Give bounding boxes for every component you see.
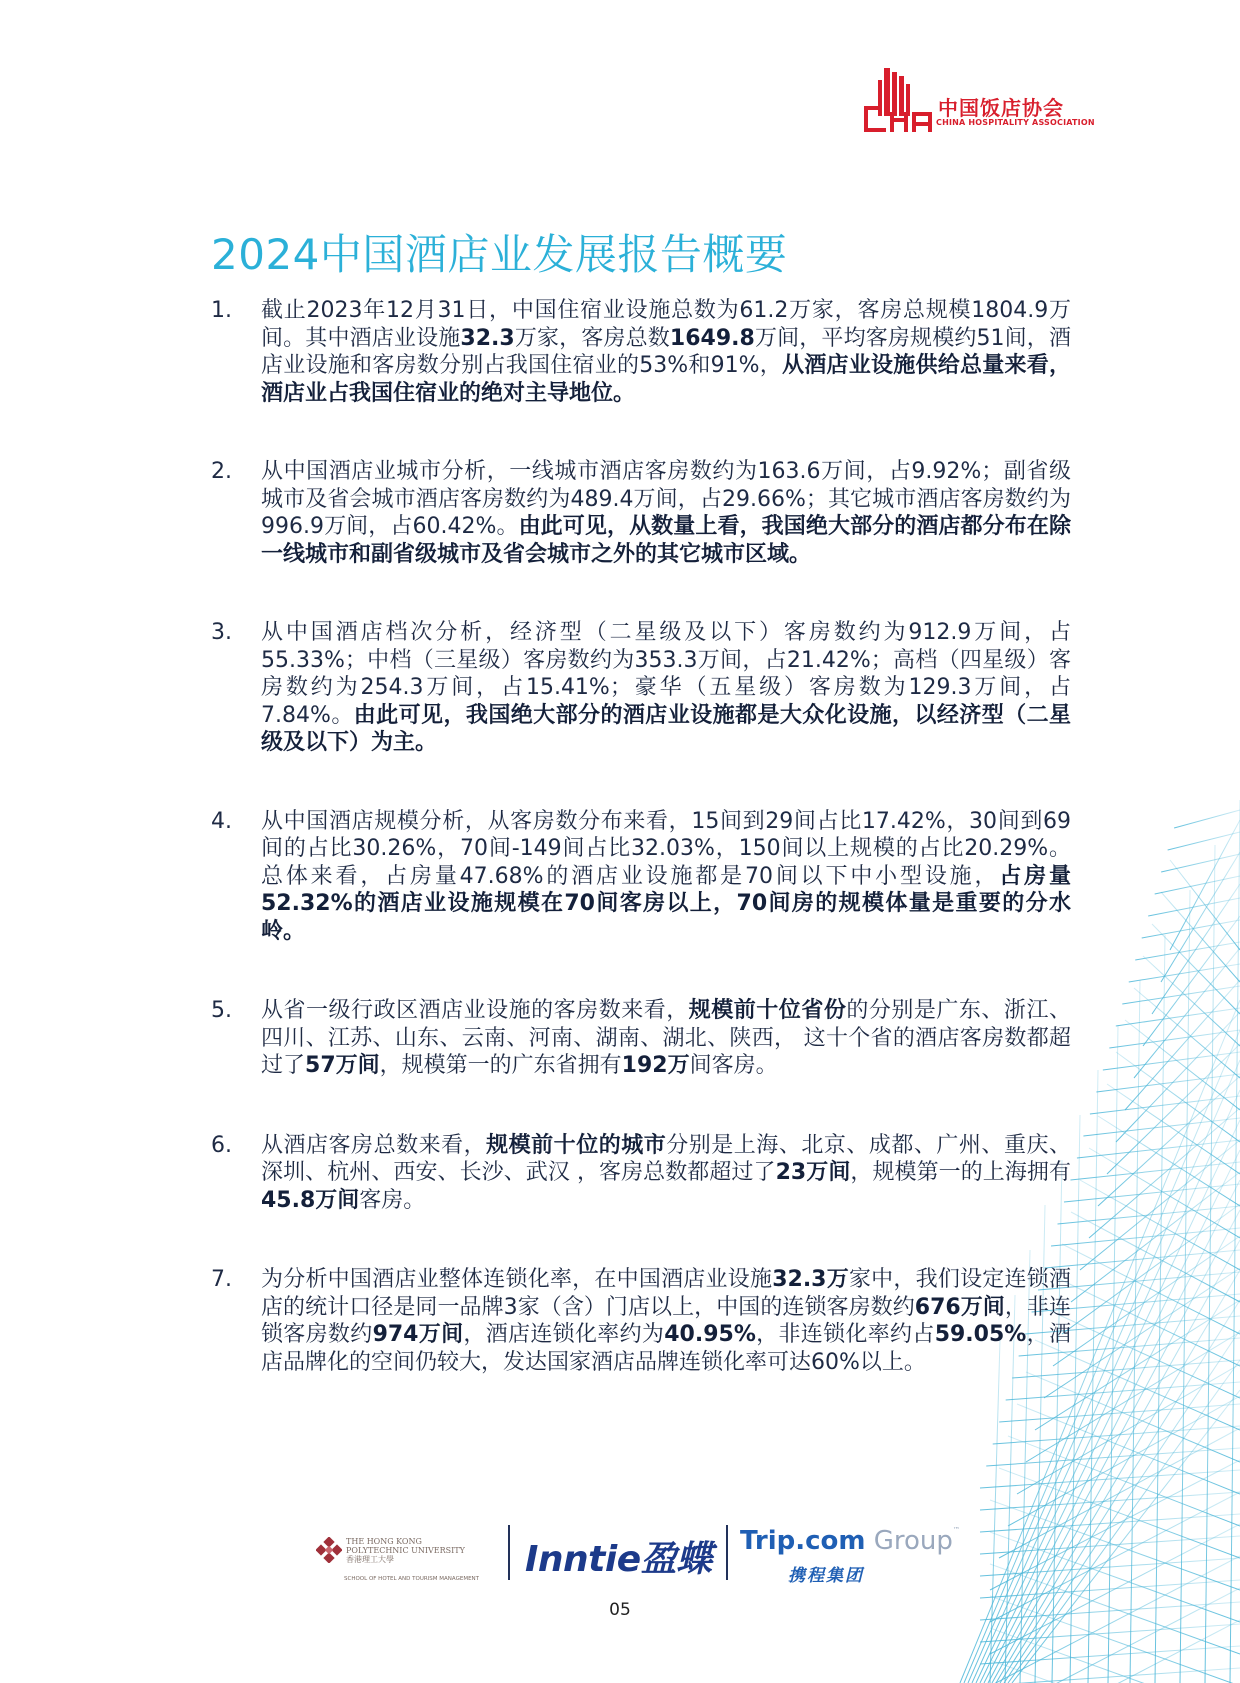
bold-segment: 45.8万间	[261, 1187, 360, 1213]
item-text	[261, 297, 1071, 407]
item-text	[261, 808, 1071, 946]
china-hospitality-association-logo	[862, 66, 1095, 136]
list-item	[211, 297, 1071, 407]
tripcom-wordmark: Trip.com	[740, 1526, 866, 1556]
item-text	[261, 619, 1071, 757]
bold-segment: 由此可见，我国绝大部分的酒店业设施都是大众化设施，以经济型（二星级及以下）为主。	[261, 702, 1071, 755]
footer-divider	[726, 1525, 728, 1580]
item-number: 7.	[211, 1267, 232, 1292]
bold-segment: 676万间	[914, 1294, 1005, 1320]
text-segment: ，酒店品牌化的空间仍较大，发达国家酒店品牌连锁化率可达60%以上。	[261, 1322, 1071, 1375]
list-item	[211, 1266, 1071, 1376]
item-number: 3.	[211, 620, 232, 645]
bold-segment: 1649.8	[669, 325, 755, 351]
polyu-logo	[316, 1531, 491, 1585]
text-segment: ，酒店连锁化率约为	[463, 1322, 665, 1347]
text-segment: ，规模第一的广东省拥有	[379, 1053, 622, 1078]
text-segment: 为分析中国酒店业整体连锁化率，在中国酒店业设施	[261, 1267, 773, 1292]
text-segment: 截止2023年12月31日，中国住宿业设施总数为61.2万家，客房总规模1804.9万间。其中酒店业设施	[261, 298, 1071, 351]
trademark-mark: ™	[952, 1526, 960, 1534]
text-segment: 从中国酒店业城市分析，一线城市酒店客房数约为163.6万间，占9.92%；副省级城市及省会城市酒店客房数约为489.4万间，占29.66%；其它城市酒店客房数约为996.9万间，占60.42%。	[261, 459, 1071, 539]
text-segment: 从省一级行政区酒店业设施的客房数来看，	[261, 998, 689, 1023]
bold-segment: 从酒店业设施供给总量来看，酒店业占我国住宿业的绝对主导地位。	[261, 353, 1071, 406]
list-item	[211, 1132, 1071, 1215]
polyu-line: POLYTECHNIC UNIVERSITY	[346, 1546, 465, 1555]
text-segment: 家中，我们设定连锁酒店的统计口径是同一品牌3家（含）门店以上，中国的连锁客房数约	[261, 1267, 1071, 1320]
polyu-emblem-icon	[316, 1537, 342, 1563]
summary-list	[211, 297, 1071, 1376]
item-text	[261, 458, 1071, 568]
cha-building-logo-icon	[862, 66, 936, 136]
tripcom-group-logo	[740, 1526, 960, 1556]
list-item	[211, 997, 1071, 1080]
bold-segment: 由此可见，从数量上看，我国绝大部分的酒店都分布在除一线城市和副省级城市及省会城市之外的其它城市区域。	[261, 514, 1071, 567]
list-item	[211, 458, 1071, 568]
text-segment: ，非连锁客房数约	[261, 1294, 1071, 1347]
item-number: 4.	[211, 808, 232, 834]
item-text	[261, 1266, 1071, 1376]
polyu-name	[346, 1537, 465, 1564]
bold-segment: 32.3万	[772, 1267, 849, 1292]
text-segment: ，非连锁化率约占	[755, 1322, 935, 1347]
bold-segment: 32.3	[460, 325, 515, 351]
list-item	[211, 808, 1071, 946]
text-segment: 的分别是广东、浙江、四川、江苏、山东、云南、河南、湖南、湖北、陕西， 这十个省的酒店客房数都超过了	[261, 998, 1071, 1078]
polyu-school: SCHOOL OF HOTEL AND TOURISM MANAGEMENT	[344, 1576, 480, 1582]
text-segment: 间客房。	[689, 1053, 778, 1078]
logo-chinese-name: 中国饭店协会	[938, 96, 1064, 120]
bold-segment: 40.95%	[664, 1322, 756, 1347]
item-number: 1.	[211, 298, 232, 323]
bold-segment: 占房量52.32%的酒店业设施规模在70间客房以上，70间房的规模体量是重要的分水岭。	[261, 863, 1071, 944]
text-segment: 万家，客房总数	[514, 325, 670, 351]
bold-segment: 规模前十位的城市	[486, 1132, 667, 1158]
item-text	[261, 997, 1071, 1080]
logo-english-name: CHINA HOSPITALITY ASSOCIATION	[936, 118, 1095, 127]
text-segment: 分别是上海、北京、成都、广州、重庆、深圳、杭州、西安、长沙、武汉 ，客房总数都超过了	[261, 1132, 1071, 1185]
bold-segment: 23万间	[775, 1160, 851, 1185]
item-text	[261, 1132, 1071, 1215]
inntie-logo: Inntie盈蝶	[525, 1539, 712, 1580]
text-segment: 万间，平均客房规模约51间，酒店业设施和客房数分别占我国住宿业的53%和91%，	[261, 325, 1071, 378]
text-segment: ，规模第一的上海拥有	[850, 1160, 1071, 1185]
item-number: 2.	[211, 459, 232, 484]
bold-segment: 974万间	[372, 1322, 464, 1347]
page-title: 2024中国酒店业发展报告概要	[211, 230, 788, 279]
bold-segment: 57万间	[305, 1053, 380, 1078]
text-segment: 从中国酒店规模分析，从客房数分布来看，15间到29间占比17.42%，30间到69间的占比30.26%，70间-149间占比32.03%，150间以上规模的占比20.29%。总体来看，占房量47.68%的酒店业设施都是70间以下中小型设施，	[261, 808, 1071, 889]
text-segment: 从中国酒店档次分析，经济型（二星级及以下）客房数约为912.9万间，占55.33%；中档（三星级）客房数约为353.3万间，占21.42%；高档（四星级）客房数约为254.3万间，占15.41%；豪华（五星级）客房数为129.3万间，占7.84%。	[261, 620, 1071, 728]
bold-segment: 规模前十位省份	[688, 998, 847, 1023]
footer-divider	[508, 1525, 510, 1580]
text-segment: 从酒店客房总数来看，	[261, 1132, 487, 1158]
partner-logos	[0, 1515, 1240, 1595]
tripcom-chinese-name: 携程集团	[788, 1566, 864, 1586]
group-wordmark: Group	[865, 1526, 953, 1556]
list-item	[211, 619, 1071, 757]
item-number: 5.	[211, 998, 232, 1023]
page-number: 05	[609, 1600, 631, 1620]
polyu-line: 香港理工大學	[346, 1555, 394, 1564]
item-number: 6.	[211, 1132, 232, 1158]
polyu-line: THE HONG KONG	[346, 1537, 422, 1546]
bold-segment: 192万	[621, 1053, 690, 1078]
text-segment: 客房。	[359, 1187, 426, 1213]
bold-segment: 59.05%	[934, 1322, 1027, 1347]
